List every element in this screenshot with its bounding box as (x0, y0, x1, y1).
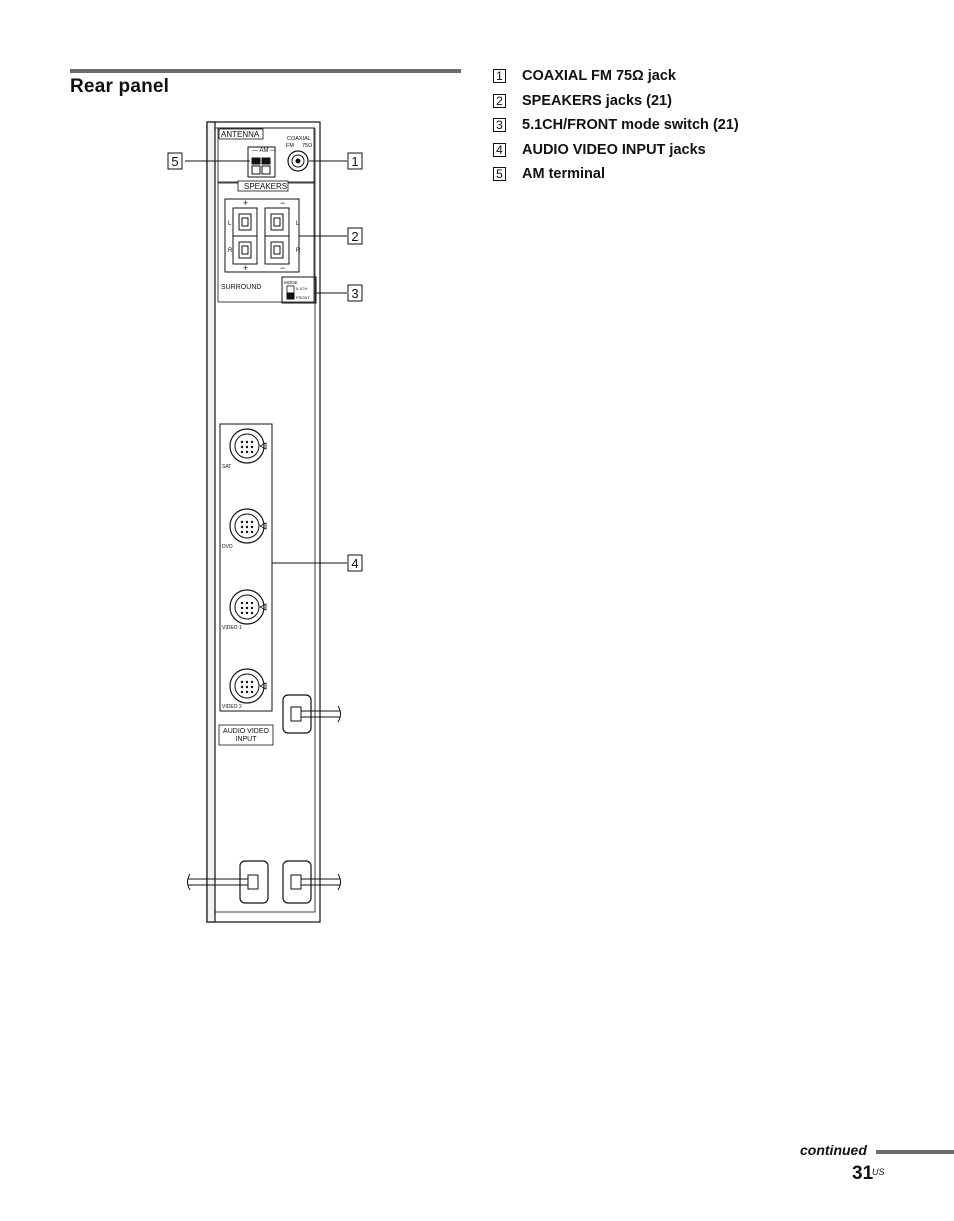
legend-text: AM terminal (522, 166, 605, 183)
cable-clip-upper-right (283, 695, 311, 733)
continued-label: continued (800, 1142, 867, 1158)
video1-label: VIDEO 1 (222, 625, 242, 631)
mode-label: MODE (284, 280, 298, 285)
speakers-label: SPEAKERS (244, 182, 288, 191)
cable-clip-connector (248, 875, 258, 889)
legend-item (493, 162, 913, 187)
cable-clip-lower-left (240, 861, 268, 903)
speaker-terminals (233, 208, 289, 264)
av-input-label-line1: AUDIO VIDEO (223, 728, 269, 735)
callout-number-2: 2 (351, 229, 359, 244)
sat-label: SAT (222, 464, 232, 470)
legend-number: 3 (493, 118, 506, 132)
minus-top-label: − (280, 198, 286, 208)
title-rule (70, 69, 461, 73)
video2-label: VIDEO 2 (222, 704, 242, 710)
av-input-label-line2: INPUT (235, 736, 257, 743)
ohm-label: 75Ω (302, 143, 313, 149)
coaxial-label: COAXIAL (287, 136, 311, 142)
left-label: L (296, 221, 300, 227)
plus-bottom-label: + (243, 263, 249, 273)
legend-text: AUDIO VIDEO INPUT jacks (522, 141, 706, 158)
am-terminal-right (262, 166, 270, 174)
dvd-label: DVD (222, 544, 233, 550)
am-terminal-left (252, 166, 260, 174)
legend-item (493, 64, 913, 89)
legend-number: 2 (493, 94, 506, 108)
legend-item (493, 113, 913, 138)
antenna-label: ANTENNA (221, 130, 260, 139)
legend-number: 1 (493, 69, 506, 83)
legend-number: 4 (493, 143, 506, 157)
jack-pins (241, 441, 253, 693)
page-number: 31 (852, 1163, 874, 1184)
callout-number-3: 3 (351, 286, 359, 301)
mode-switch-knob (287, 293, 294, 299)
legend-number: 5 (493, 167, 506, 181)
right-label: R (228, 248, 233, 254)
legend-list (493, 64, 913, 187)
cable-lower-right (301, 874, 341, 890)
coaxial-jack-pin (296, 159, 300, 163)
section-title: Rear panel (70, 76, 170, 97)
plus-top-label: + (243, 198, 249, 208)
fm-label: FM (286, 143, 294, 149)
legend-item (493, 138, 913, 163)
legend-text: 5.1CH/FRONT mode switch (21) (522, 117, 739, 134)
cable-clip-connector (291, 707, 301, 721)
legend-text: SPEAKERS jacks (21) (522, 92, 672, 109)
legend-text: COAXIAL FM 75Ω jack (522, 68, 676, 85)
callout-number-4: 4 (351, 556, 359, 571)
mode-5-1ch-label: 5.1CH (296, 286, 308, 291)
cable-clip-lower-right (283, 861, 311, 903)
am-terminal-top-right (262, 158, 270, 164)
callout-number-1: 1 (351, 154, 359, 169)
jack-arrow-icons (260, 443, 266, 689)
rear-panel-diagram (160, 118, 375, 938)
cable-lower-left (188, 874, 249, 890)
page-suffix: US (872, 1167, 885, 1177)
continued-rule (876, 1150, 954, 1154)
left-label: L (228, 221, 232, 227)
right-label: R (296, 248, 301, 254)
legend-item (493, 89, 913, 114)
panel-side-edge (207, 122, 215, 922)
cable-clip-connector (291, 875, 301, 889)
minus-bottom-label: − (280, 263, 286, 273)
am-label: — AM — (252, 148, 277, 154)
surround-label: SURROUND (221, 284, 262, 291)
callout-number-5: 5 (171, 154, 179, 169)
am-terminal-top-left (252, 158, 260, 164)
cable-upper-right (301, 706, 341, 722)
mode-front-label: FRONT (296, 295, 310, 300)
